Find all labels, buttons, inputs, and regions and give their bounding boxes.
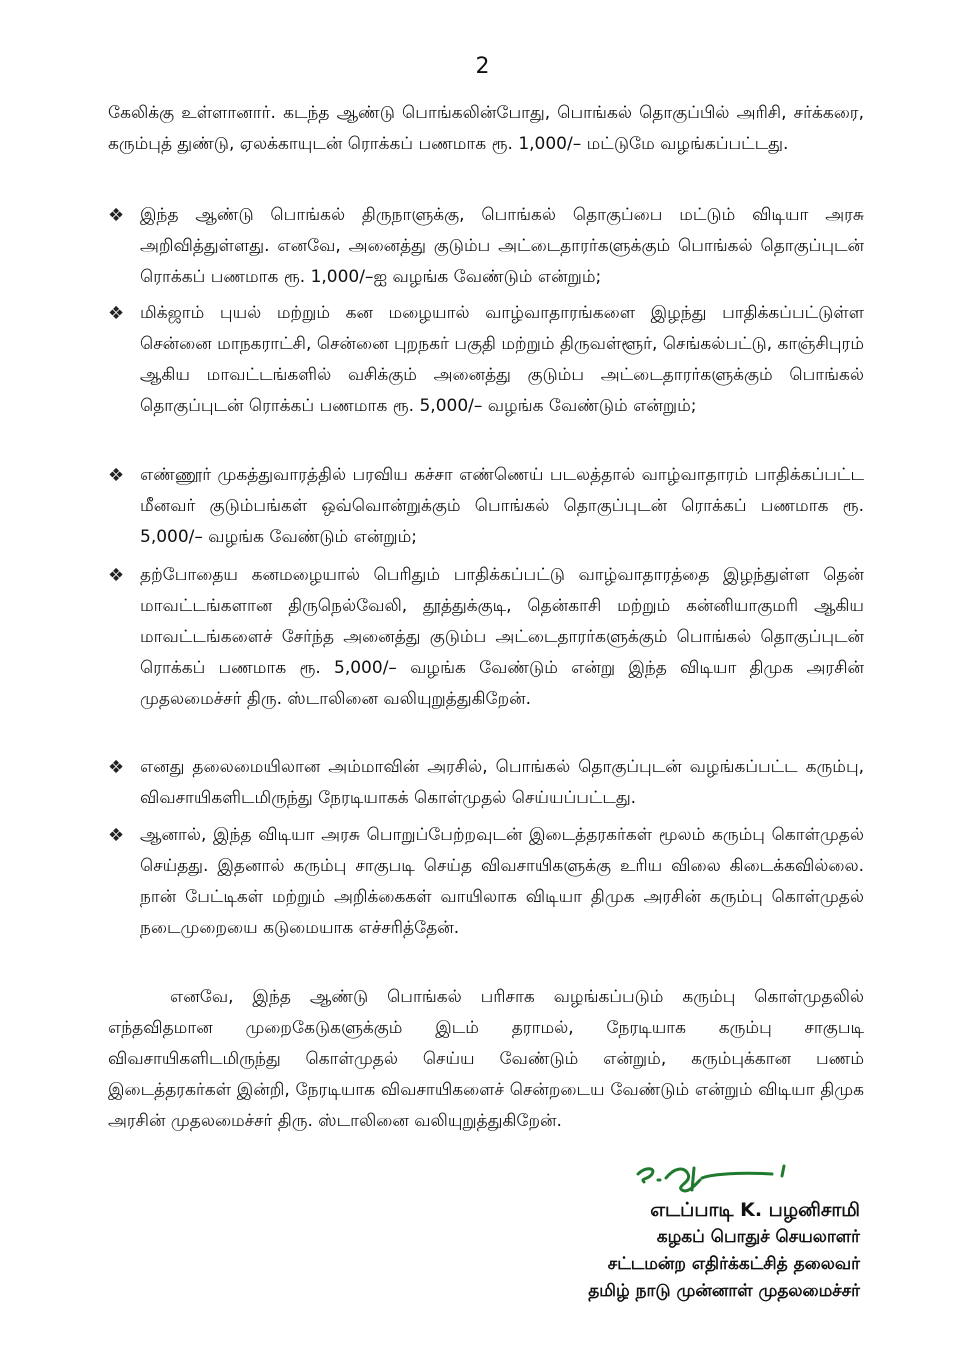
handwritten-signature	[632, 1160, 812, 1196]
signatory-title: தமிழ் நாடு முன்னாள் முதலமைச்சர்	[588, 1281, 860, 1301]
bullet-text: ஆனால், இந்த விடியா அரசு பொறுப்பேற்றவுடன் இடைத்தரகர்கள் மூலம் கரும்பு கொள்முதல் செய்தது. இதனால் கரும்பு சாகுபடி செய்த விவசாயிகளுக்கு உரிய விலை கிடைக்கவில்லை. நான் பேட்டிகள் மற்றும் அறிக்கைகள் வாயிலாக விடியா திமுக அரசின் கரும்பு கொள்முதல் நடைமுறையை கடுமையாக எச்சரித்தேன்.	[140, 825, 864, 938]
signatory-name: எடப்பாடி K. பழனிசாமி	[650, 1199, 860, 1221]
bullet-text: மிக்ஜாம் புயல் மற்றும் கன மழையால் வாழ்வாதாரங்களை இழந்து பாதிக்கப்பட்டுள்ள சென்னை மாநகராட்சி, சென்னை புறநகர் பகுதி மற்றும் திருவள்ளூர், செங்கல்பட்டு, காஞ்சிபுரம் ஆகிய மாவட்டங்களில் வசிக்கும் அனைத்து குடும்ப அட்டைதாரர்களுக்கும் பொங்கல் தொகுப்புடன் ரொக்கப் பணமாக ரூ. 5,000/– வழங்க வேண்டும் என்றும்;	[140, 303, 864, 416]
diamond-bullet-icon: ❖	[108, 757, 125, 778]
bullet-text: எண்ணூர் முகத்துவாரத்தில் பரவிய கச்சா எண்ணெய் படலத்தால் வாழ்வாதாரம் பாதிக்கப்பட்ட மீனவர் குடும்பங்கள் ஒவ்வொன்றுக்கும் பொங்கல் தொகுப்புடன் ரொக்கப் பணமாக ரூ. 5,000/– வழங்க வேண்டும் என்றும்;	[140, 465, 864, 547]
bullet-item-cyclone-relief	[108, 298, 864, 422]
diamond-bullet-icon: ❖	[108, 465, 125, 486]
bullet-text: எனது தலைமையிலான அம்மாவின் அரசில், பொங்கல் தொகுப்புடன் வழங்கப்பட்ட கரும்பு, விவசாயிகளிடமிருந்து நேரடியாகக் கொள்முதல் செய்யப்பட்டது.	[140, 757, 864, 808]
bullet-item-oil-spill-relief	[108, 460, 864, 553]
bullet-item-sugarcane-procurement	[108, 752, 864, 814]
bullet-text: இந்த ஆண்டு பொங்கல் திருநாளுக்கு, பொங்கல் தொகுப்பை மட்டும் விடியா அரசு அறிவித்துள்ளது. எனவே, அனைத்து குடும்ப அட்டைதாரர்களுக்கும் பொங்கல் தொகுப்புடன் ரொக்கப் பணமாக ரூ. 1,000/–ஐ வழங்க வேண்டும் என்றும்;	[140, 205, 864, 287]
bullet-text: தற்போதைய கனமழையால் பெரிதும் பாதிக்கப்பட்டு வாழ்வாதாரத்தை இழந்துள்ள தென் மாவட்டங்களான திருநெல்வேலி, தூத்துக்குடி, தென்காசி மற்றும் கன்னியாகுமரி ஆகிய மாவட்டங்களைச் சேர்ந்த அனைத்து குடும்ப அட்டைதாரர்களுக்கும் பொங்கல் தொகுப்புடன் ரொக்கப் பணமாக ரூ. 5,000/– வழங்க வேண்டும் என்று இந்த விடியா திமுக அரசின் முதலமைச்சர் திரு. ஸ்டாலினை வலியுறுத்துகிறேன்.	[140, 565, 864, 709]
diamond-bullet-icon: ❖	[108, 303, 125, 324]
signatory-title: சட்டமன்ற எதிர்க்கட்சித் தலைவர்	[607, 1254, 860, 1274]
diamond-bullet-icon: ❖	[108, 205, 125, 226]
signatory-title: கழகப் பொதுச் செயலாளர்	[656, 1227, 860, 1247]
opening-paragraph: கேலிக்கு உள்ளானார். கடந்த ஆண்டு பொங்கலின்போது, பொங்கல் தொகுப்பில் அரிசி, சர்க்கரை, கரும்புத் துண்டு, ஏலக்காயுடன் ரொக்கப் பணமாக ரூ. 1,000/– மட்டுமே வழங்கப்பட்டது.	[108, 103, 864, 154]
closing-paragraph: எனவே, இந்த ஆண்டு பொங்கல் பரிசாக வழங்கப்படும் கரும்பு கொள்முதலில் எந்தவிதமான முறைகேடுகளுக்கும் இடம் தராமல், நேரடியாக கரும்பு சாகுபடி விவசாயிகளிடமிருந்து கொள்முதல் செய்ய வேண்டும் என்றும், கரும்புக்கான பணம் இடைத்தரகர்கள் இன்றி, நேரடியாக விவசாயிகளைச் சென்றடைய வேண்டும் என்றும் விடியா திமுக அரசின் முதலமைச்சர் திரு. ஸ்டாலினை வலியுறுத்துகிறேன்.	[108, 987, 864, 1131]
bullet-item-pongal-gift	[108, 200, 864, 293]
diamond-bullet-icon: ❖	[108, 565, 125, 586]
bullet-item-middlemen-warning	[108, 820, 864, 944]
diamond-bullet-icon: ❖	[108, 825, 125, 846]
page-number: 2	[475, 54, 490, 79]
signatory-block	[560, 1197, 860, 1305]
bullet-item-south-districts-relief	[108, 560, 864, 715]
